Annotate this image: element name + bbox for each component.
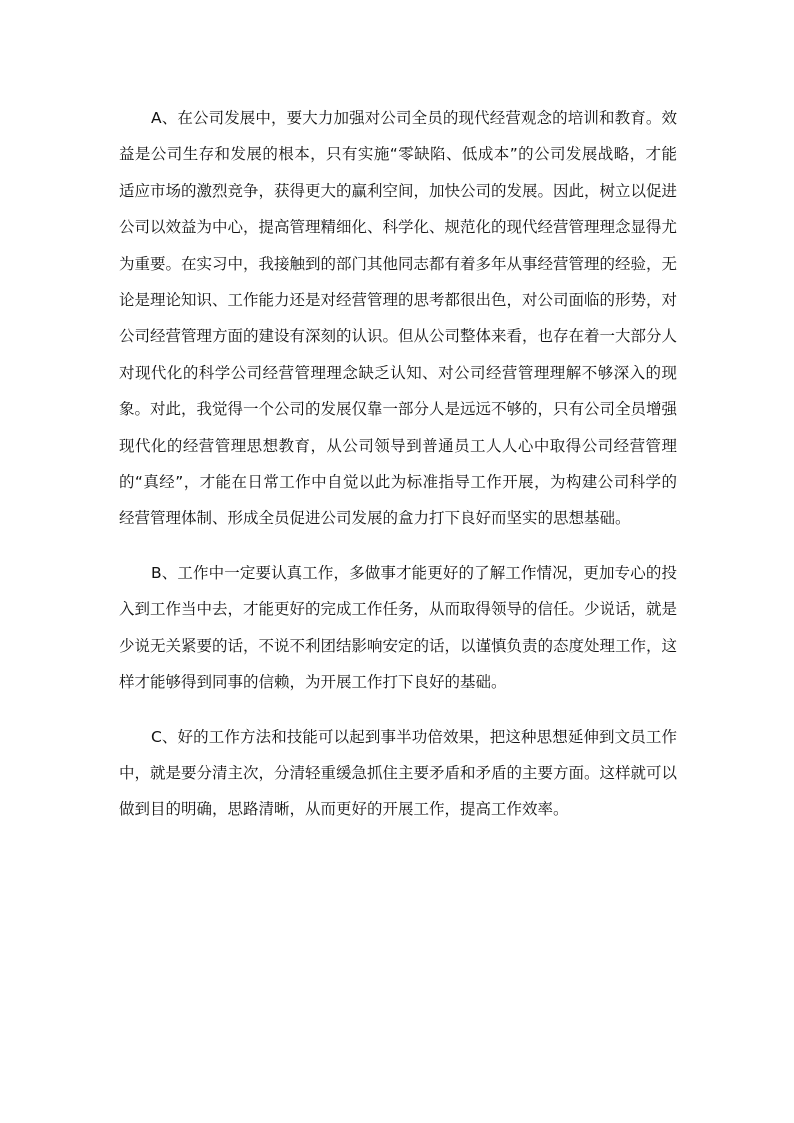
paragraph-a: A、在公司发展中，要大力加强对公司全员的现代经营观念的培训和教育。效益是公司生存和发展的根本，只有实施“零缺陷、低成本”的公司发展战略，才能适应市场的激烈竞争，获得更大的赢利空间，加快公司的发展。因此，树立以促进公司以效益为中心，提高管理精细化、科学化、规范化的现代经营管理理念显得尤为重要。在实习中，我接触到的部门其他同志都有着多年从事经营管理的经验，无论是理论知识、工作能力还是对经营管理的思考都很出色，对公司面临的形势，对公司经营管理方面的建设有深刻的认识。但从公司整体来看，也存在着一大部分人对现代化的科学公司经营管理理念缺乏认知、对公司经营管理理解不够深入的现象。对此，我觉得一个公司的发展仅靠一部分人是远远不够的，只有公司全员增强现代化的经营管理思想教育，从公司领导到普通员工人人心中取得公司经营管理的“真经”，才能在日常工作中自觉以此为标准指导工作开展，为构建公司科学的经营管理体制、形成全员促进公司发展的盒力打下良好而坚实的思想基础。 (119, 109, 678, 528)
paragraph-b: B、工作中一定要认真工作，多做事才能更好的了解工作情况，更加专心的投入到工作当中去，才能更好的完成工作任务，从而取得领导的信任。少说话，就是少说无关紧要的话，不说不利团结影响安定的话，以谨慎负责的态度处理工作，这样才能够得到同事的信赖，为开展工作打下良好的基础。 (119, 563, 678, 692)
paragraph-c: C、好的工作方法和技能可以起到事半功倍效果，把这种思想延伸到文员工作中，就是要分清主次，分清轻重缓急抓住主要矛盾和矛盾的主要方面。这样就可以做到目的明确，思路清晰，从而更好的开展工作，提高工作效率。 (119, 727, 678, 819)
document-body (119, 100, 677, 846)
